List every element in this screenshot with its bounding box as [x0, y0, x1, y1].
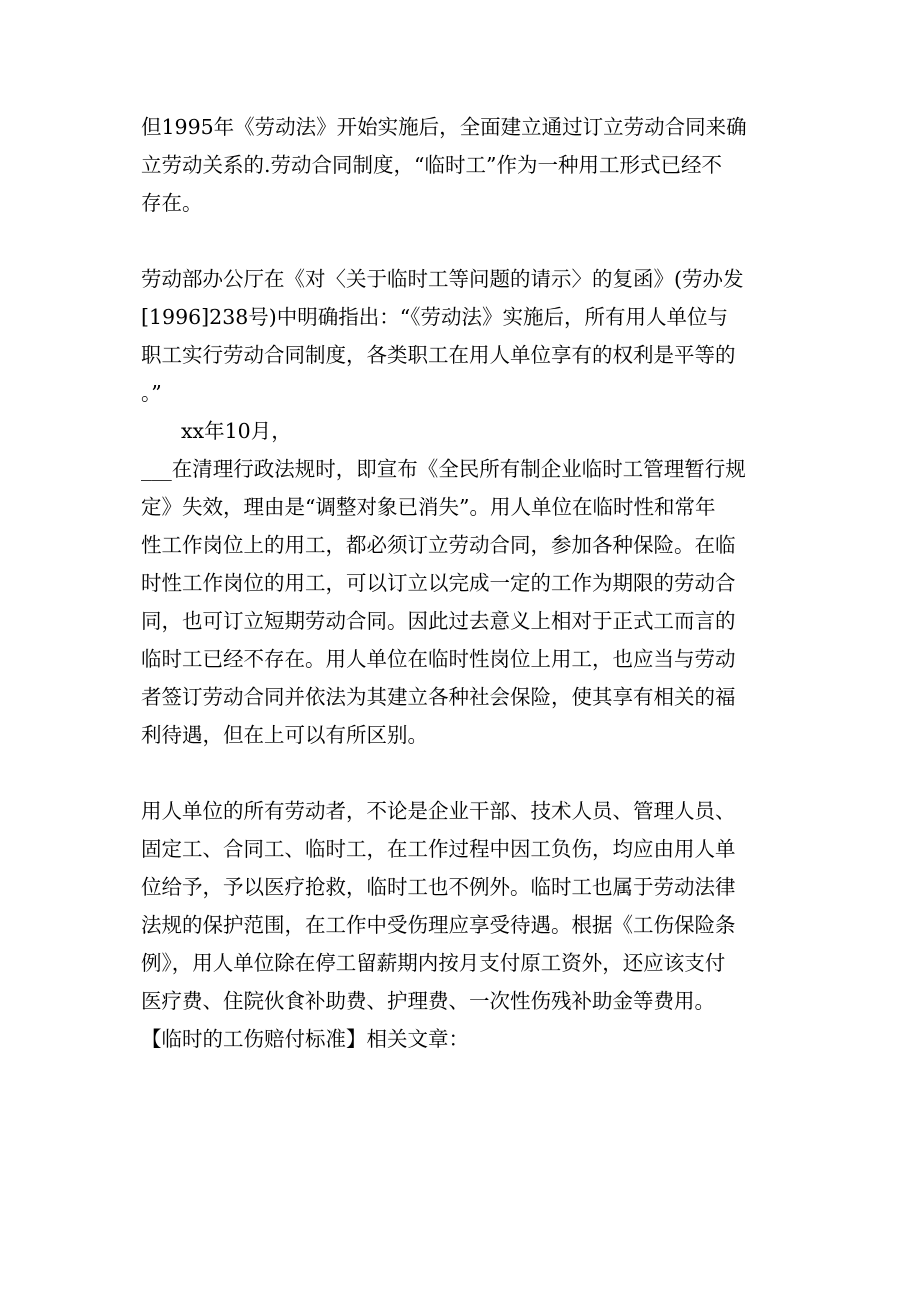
text-line: 临时工已经不存在。用人单位在临时性岗位上用工，也应当与劳动	[141, 647, 736, 671]
text-line: 存在。	[141, 191, 203, 215]
text-line: 劳动部办公厅在《对〈关于临时工等问题的请示〉的复函》(劳办发	[141, 267, 744, 291]
text-line: 但1995年《劳动法》开始实施后，全面建立通过订立劳动合同来确	[141, 115, 747, 139]
text-line: 定》失效，理由是“调整对象已消失”。用人单位在临时性和常年	[141, 495, 716, 519]
date-line: xx年10月，	[181, 419, 292, 443]
text-line: 例》，用人单位除在停工留薪期内按月支付原工资外，还应该支付	[141, 951, 726, 975]
paragraph-2	[141, 260, 786, 412]
text-line: 利待遇，但在上可以有所区别。	[141, 723, 428, 747]
text-line: [1996]238号)中明确指出：“《劳动法》实施后，所有用人单位与	[141, 305, 729, 329]
paragraph-4	[141, 792, 786, 1058]
text-line: ___在清理行政法规时，即宣布《全民所有制企业临时工管理暂行规	[141, 457, 746, 481]
text-line: 职工实行劳动合同制度，各类职工在用人单位享有的权利是平等的	[141, 343, 736, 367]
text-line: 位给予，予以医疗抢救，临时工也不例外。临时工也属于劳动法律	[141, 875, 736, 899]
paragraph-spacer	[141, 754, 786, 792]
paragraph-1	[141, 108, 786, 222]
text-line: 。”	[141, 381, 162, 405]
text-line: 法规的保护范围，在工作中受伤理应享受待遇。根据《工伤保险条	[141, 913, 736, 937]
text-line: 性工作岗位上的用工，都必须订立劳动合同，参加各种保险。在临	[141, 533, 736, 557]
text-line: 同，也可订立短期劳动合同。因此过去意义上相对于正式工而言的	[141, 609, 736, 633]
paragraph-spacer	[141, 222, 786, 260]
text-line: 医疗费、住院伙食补助费、护理费、一次性伤残补助金等费用。	[141, 989, 715, 1013]
text-line: 者签订劳动合同并依法为其建立各种社会保险，使其享有相关的福	[141, 685, 736, 709]
document-page	[141, 108, 786, 1058]
text-line: 用人单位的所有劳动者，不论是企业干部、技术人员、管理人员、	[141, 799, 736, 823]
text-line: 时性工作岗位的用工，可以订立以完成一定的工作为期限的劳动合	[141, 571, 736, 595]
paragraph-3	[141, 412, 786, 754]
related-articles-heading: 【临时的工伤赔付标准】相关文章：	[141, 1027, 469, 1051]
text-line: 固定工、合同工、临时工，在工作过程中因工负伤，均应由用人单	[141, 837, 736, 861]
text-line: 立劳动关系的.劳动合同制度，“临时工”作为一种用工形式已经不	[141, 153, 722, 177]
